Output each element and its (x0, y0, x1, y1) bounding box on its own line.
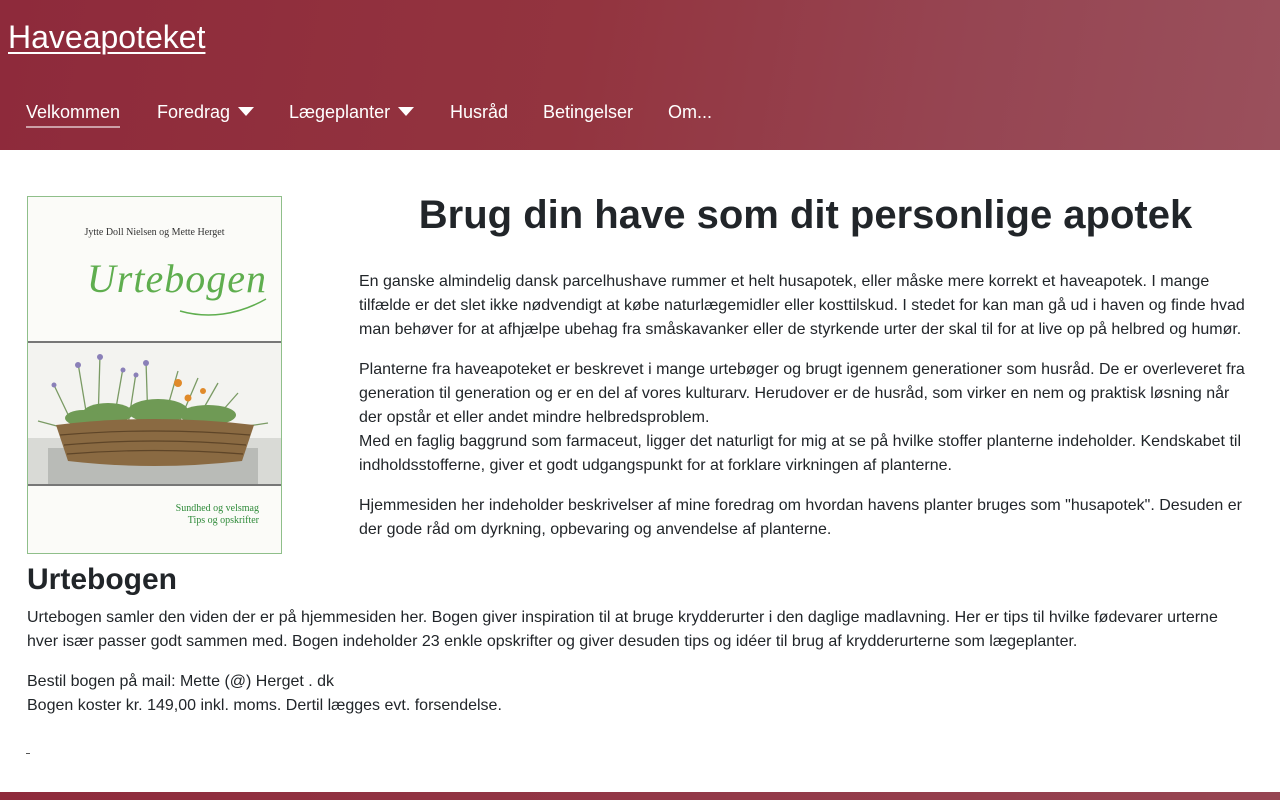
caret-down-icon (238, 107, 254, 116)
nav-item-label: Velkommen (26, 98, 120, 128)
book-cover-tagline (176, 503, 259, 527)
book-cover-swash (178, 297, 268, 317)
herb-basket-photo (28, 343, 281, 484)
intro-paragraph: Planterne fra haveapoteket er beskrevet i mange urtebøger og brugt igennem generationer som husråd. De er overleveret fra generation til generation og er en del af vores kulturarv. Herudover er de husråd, som virker en nem og praktisk løsning når der opstår et eller andet mindre helbredsproblem. (359, 361, 1245, 426)
book-cover-tagline-line: Sundhed og velsmag (175, 503, 259, 514)
nav-item-husraad[interactable] (450, 96, 508, 128)
nav-item-label: Om... (668, 102, 712, 122)
urtebogen-heading: Urtebogen (27, 563, 177, 596)
intro-paragraph: Med en faglig baggrund som farmaceut, ligger det naturligt for mig at se på hvilke stoffer planterne indeholder. Kendskabet til indholdsstofferne, giver et godt udgangspunkt for at forklare virkningen af planterne. (359, 433, 1241, 474)
nav-item-foredrag[interactable] (157, 96, 254, 128)
intro-paragraph: Hjemmesiden her indeholder beskrivelser af mine foredrag om hvordan havens planter bruges som "husapotek". Desuden er der gode råd om dyrkning, opbevaring og anvendelse af planterne. (359, 497, 1242, 538)
nav-item-velkommen[interactable] (26, 96, 120, 128)
urtebogen-order-info (27, 670, 1253, 718)
nav-item-label: Lægeplanter (289, 102, 391, 122)
intro-paragraph: En ganske almindelig dansk parcelhushave rummer et helt husapotek, eller måske mere korrekt et haveapotek. I mange tilfælde er det slet ikke nødvendigt at købe naturlægemidler eller kosttilskud. I stedet for kan man gå ud i haven og finde hvad man behøver for at afhjælpe ubehag fra småskavanker eller de styrkende urter der skal til for at live op på helbred og humør. (359, 273, 1245, 338)
site-header (0, 0, 1280, 150)
site-title-link[interactable]: Haveapoteket (8, 19, 206, 55)
book-cover-tagline-line: Tips og opskrifter (187, 515, 259, 526)
book-cover-image (27, 196, 282, 554)
nav-item-label: Foredrag (157, 102, 231, 122)
nav-item-om[interactable] (668, 96, 712, 128)
book-cover-title: Urtebogen (86, 256, 267, 301)
caret-down-icon (398, 107, 414, 116)
urtebogen-description: Urtebogen samler den viden der er på hjemmesiden her. Bogen giver inspiration til at bruge krydderurter i den daglige madlavning. Her er tips til hvilke fødevarer urterne hver især passer godt sammen med. Bogen indeholder 23 enkle opskrifter og giver desuden tips og idéer til brug af krydderurterne som lægeplanter. (27, 609, 1218, 650)
small-divider (26, 753, 30, 754)
order-mail-line: Bestil bogen på mail: Mette (@) Herget . dk (27, 673, 335, 690)
footer-bar (0, 792, 1280, 800)
nav-item-laegeplanter[interactable] (289, 96, 414, 128)
book-cover-authors: Jytte Doll Nielsen og Mette Herget (84, 227, 225, 238)
book-cover-rule (28, 484, 281, 486)
price-line: Bogen koster kr. 149,00 inkl. moms. Dertil lægges evt. forsendelse. (27, 697, 502, 714)
nav-item-label: Husråd (450, 102, 509, 122)
nav-item-betingelser[interactable] (543, 96, 633, 128)
page-title: Brug din have som dit personlige apotek (418, 193, 1193, 237)
nav-item-label: Betingelser (543, 102, 634, 122)
